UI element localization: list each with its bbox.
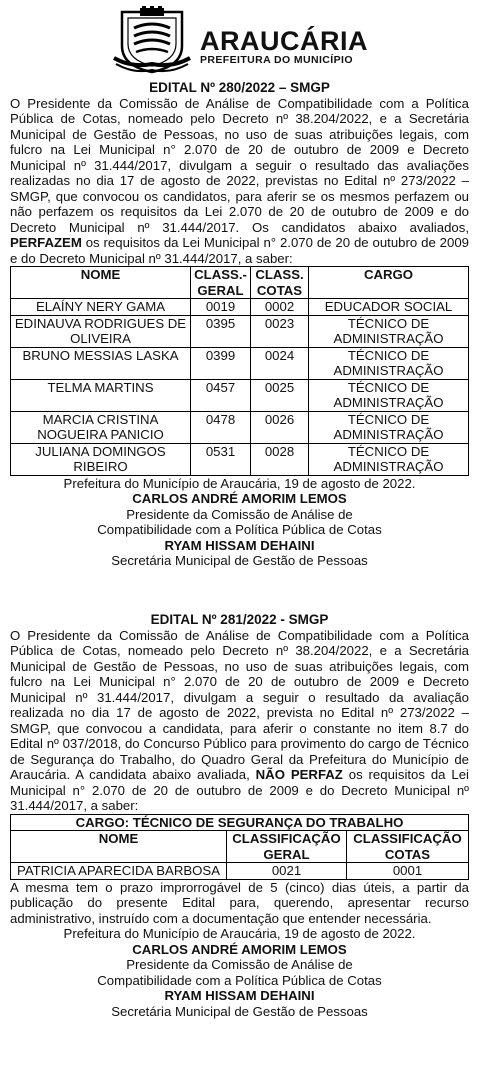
cell-cargo: TÉCNICO DE ADMINISTRAÇÃO (309, 347, 469, 379)
edital-body (10, 96, 469, 267)
cell-cargo: TÉCNICO DE ADMINISTRAÇÃO (309, 315, 469, 347)
body-text: O Presidente da Comissão de Análise de Compatibilidade com a Política Pública de Cotas, nomeado pelo Decreto nº 38.204/2022, e a Secretária Municipal de Gestão de Pessoas, no uso de suas atribuições legais, com fulcro na Lei Municipal n° 2.070 de 20 de outubro de 2009 e Decreto Municipal nº 31.444/2017, divulgam a seguir o resultado das avaliações realizadas no dia 17 de agosto de 2022, previstas no Edital nº 273/2022 – SMGP, que convocou os candidatos, para aferir se os mesmos perfazem ou não perfazem os requisitos da Lei 2.070 de 20 de outubro de 2009 e do Decreto Municipal nº 31.444/2017. Os candidatos abaixo avaliados, (10, 95, 469, 235)
body-highlight: NÃO PERFAZ (255, 767, 343, 782)
brand-name: ARAUCÁRIA (200, 26, 368, 56)
table-header-row (11, 831, 469, 863)
edital-body (10, 628, 469, 814)
edital-title: EDITAL Nº 281/2022 - SMGP (150, 612, 329, 627)
cell-class-geral: 0395 (191, 315, 251, 347)
cell-class-geral: 0399 (191, 347, 251, 379)
brand-subtitle: PREFEITURA DO MUNICÍPIO (200, 54, 353, 66)
cell-cargo: TÉCNICO DE ADMINISTRAÇÃO (309, 411, 469, 443)
table-row (11, 299, 469, 316)
signer-name: CARLOS ANDRÉ AMORIM LEMOS (132, 941, 347, 957)
cell-class-cotas: 0025 (251, 379, 309, 411)
body-text-end: os requisitos da Lei Municipal n° 2.070 de 20 de outubro de 2009 e do Decreto Municipal nº 31.444/2017, a saber: (10, 767, 469, 813)
signer-role: Secretária Municipal de Gestão de Pessoas (111, 553, 368, 568)
cell-class-cotas: 0002 (251, 299, 309, 316)
cell-class-geral: 0021 (227, 863, 347, 880)
col-header: NOME (11, 267, 191, 299)
cell-class-cotas: 0023 (251, 315, 309, 347)
signer-name: CARLOS ANDRÉ AMORIM LEMOS (132, 491, 347, 506)
table-row (11, 443, 469, 475)
col-header: CLASS.-GERAL (191, 267, 251, 299)
table-row (11, 411, 469, 443)
table-row (11, 379, 469, 411)
cell-class-geral: 0531 (191, 443, 251, 475)
body-text: O Presidente da Comissão de Análise de Compatibilidade com a Política Pública de Cotas, nomeado pelo Decreto nº 38.204/2022, e a Secretária Municipal de Gestão de Pessoas, no uso de suas atribuições legais, com fulcro na Lei Municipal n° 2.070 de 20 de outubro de 2009 e Decreto Municipal nº 31.444/2017, divulgam a seguir o resultado da avaliação realizada no dia 17 de agosto de 2022, prevista no Edital nº 273/2022 – SMGP, que convocou a candidata, para aferir o constante no item 8.7 do Edital nº 037/2018, do Concurso Público para provimento do cargo de Técnico de Segurança do Trabalho, do Quadro Geral da Prefeitura do Município de Araucária. A candidata abaixo avaliada, (10, 627, 469, 782)
cell-class-geral: 0019 (191, 299, 251, 316)
cell-cargo: TÉCNICO DE ADMINISTRAÇÃO (309, 379, 469, 411)
signer-name: RYAM HISSAM DEHAINI (164, 537, 315, 553)
cell-cargo: TÉCNICO DE ADMINISTRAÇÃO (309, 443, 469, 475)
cell-name: BRUNO MESSIAS LASKA (11, 347, 191, 379)
body-text-end: os requisitos da Lei Municipal n° 2.070 de 20 de outubro de 2009 e do Decreto Municipal nº 31.444/2017, a saber: (10, 235, 469, 266)
cell-class-geral: 0457 (191, 379, 251, 411)
results-table (10, 814, 469, 880)
cell-name: EDINAUVA RODRIGUES DE OLIVEIRA (11, 315, 191, 347)
body-highlight: PERFAZEM (10, 235, 82, 250)
col-header: CARGO (309, 267, 469, 299)
cell-name: MARCIA CRISTINA NOGUEIRA PANICIO (11, 411, 191, 443)
brand (200, 28, 368, 66)
table-row (11, 863, 469, 880)
signer-role: Presidente da Comissão de Análise de (126, 506, 353, 522)
signer-name: RYAM HISSAM DEHAINI (164, 988, 315, 1003)
cell-class-cotas: 0001 (347, 863, 469, 880)
municipal-crest-logo (112, 6, 192, 74)
cell-name: TELMA MARTINS (11, 379, 191, 411)
cell-class-geral: 0478 (191, 411, 251, 443)
cell-cargo: EDUCADOR SOCIAL (309, 299, 469, 316)
col-header: NOME (11, 831, 227, 863)
place-date: Prefeitura do Município de Araucária, 19 de agosto de 2022. (63, 926, 416, 941)
table-row (11, 315, 469, 347)
edital-281 (10, 612, 469, 1019)
cell-class-cotas: 0026 (251, 411, 309, 443)
edital-title: EDITAL Nº 280/2022 – SMGP (149, 80, 330, 95)
col-header: CLASS. COTAS (251, 267, 309, 299)
cell-class-cotas: 0024 (251, 347, 309, 379)
cell-class-cotas: 0028 (251, 443, 309, 475)
table-row (11, 347, 469, 379)
closing-paragraph: A mesma tem o prazo improrrogável de 5 (cinco) dias úteis, a partir da publicação do presente Edital para, querendo, apresentar recurso administrativo, instruído com a documentação que entender necessária. (10, 879, 469, 926)
signer-role: Compatibilidade com a Política Pública de Cotas (97, 972, 382, 988)
table-caption: CARGO: TÉCNICO DE SEGURANÇA DO TRABALHO (11, 814, 469, 831)
signer-role: Secretária Municipal de Gestão de Pessoas (111, 1003, 368, 1019)
col-header: CLASSIFICAÇÃO GERAL (227, 831, 347, 863)
results-table (10, 266, 469, 476)
col-header: CLASSIFICAÇÃO COTAS (347, 831, 469, 863)
table-header-row (11, 267, 469, 299)
signer-role: Compatibilidade com a Política Pública de Cotas (97, 522, 382, 537)
signer-role: Presidente da Comissão de Análise de (126, 957, 353, 972)
cell-name: ELAÍNY NERY GAMA (11, 299, 191, 316)
table-caption-row (11, 814, 469, 831)
cell-name: JULIANA DOMINGOS RIBEIRO (11, 443, 191, 475)
cell-name: PATRICIA APARECIDA BARBOSA (11, 863, 227, 880)
place-date: Prefeitura do Município de Araucária, 19 de agosto de 2022. (63, 475, 416, 491)
header (0, 4, 479, 74)
edital-280 (10, 80, 469, 569)
